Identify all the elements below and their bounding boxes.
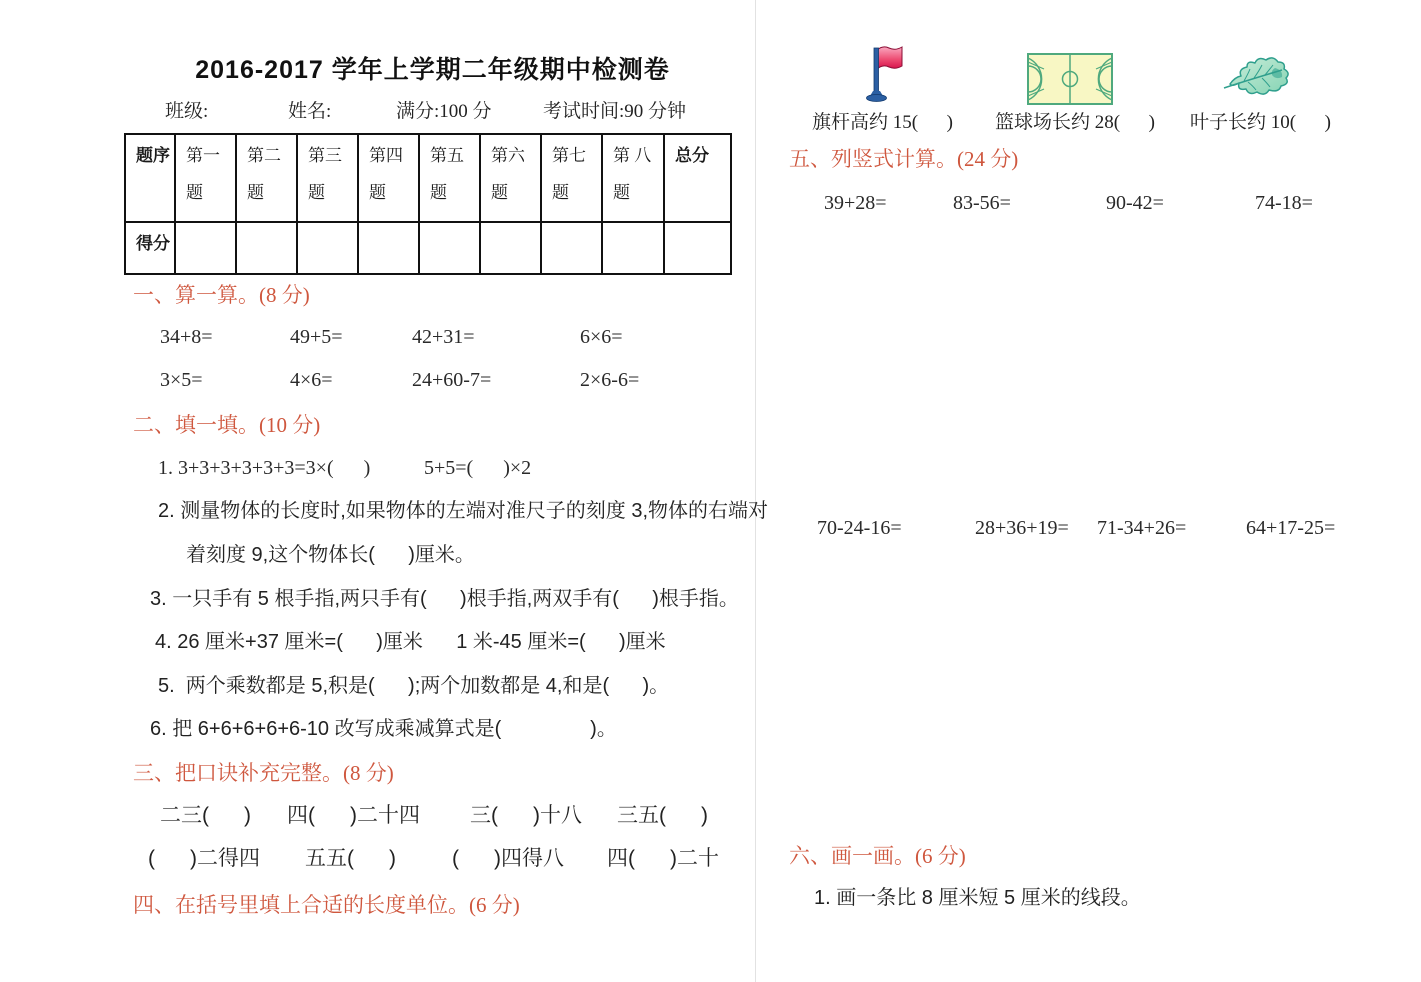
page-title: 2016-2017 学年上学期二年级期中检测卷 [195, 56, 670, 84]
fill-item: 5+5=( )×2 [424, 457, 532, 479]
recitation-item: 四( )二十四 [287, 804, 420, 827]
score-cell [541, 222, 602, 274]
table-col-header: 第三 题 [297, 134, 358, 222]
fill-item: 5. 两个乘数都是 5,积是( );两个加数都是 4,和是( )。 [158, 675, 670, 697]
section-3-heading: 三、把口诀补充完整。(8 分) [133, 761, 394, 785]
fill-item: 6. 把 6+6+6+6+6-10 改写成乘减算式是( )。 [150, 718, 617, 740]
equation: 3×5= [160, 369, 203, 391]
recitation-item: 五五( ) [305, 847, 396, 870]
equation: 70-24-16= [817, 517, 902, 539]
equation: 28+36+19= [975, 517, 1069, 539]
equation: 90-42= [1106, 192, 1164, 214]
score-cell [175, 222, 236, 274]
recitation-item: 三五( ) [617, 804, 708, 827]
equation: 71-34+26= [1097, 517, 1187, 539]
equation: 64+17-25= [1246, 517, 1336, 539]
table-col-header: 第七 题 [541, 134, 602, 222]
table-col-header: 第四 题 [358, 134, 419, 222]
name-label: 姓名: [288, 101, 332, 122]
section-4-heading: 四、在括号里填上合适的长度单位。(6 分) [133, 893, 520, 917]
table-col-header: 第六 题 [480, 134, 541, 222]
equation: 42+31= [412, 326, 475, 348]
score-cell [664, 222, 731, 274]
draw-item: 1. 画一条比 8 厘米短 5 厘米的线段。 [814, 887, 1141, 909]
fill-item: 1. 3+3+3+3+3+3=3×( ) [158, 457, 371, 479]
fill-item: 3. 一只手有 5 根手指,两只手有( )根手指,两双手有( )根手指。 [150, 588, 739, 610]
score-cell [419, 222, 480, 274]
table-total-header: 总分 [664, 134, 731, 222]
fill-item: 着刻度 9,这个物体长( )厘米。 [186, 544, 475, 566]
score-cell [602, 222, 664, 274]
fill-item: 4. 26 厘米+37 厘米=( )厘米 1 米-45 厘米=( )厘米 [155, 631, 666, 653]
table-corner-cell: 题序 [125, 134, 175, 222]
court-caption: 篮球场长约 28( ) [995, 112, 1155, 133]
section-5-heading: 五、列竖式计算。(24 分) [789, 147, 1019, 171]
score-cell [236, 222, 297, 274]
section-6-heading: 六、画一画。(6 分) [789, 844, 966, 868]
full-score-label: 满分:100 分 [396, 101, 492, 122]
equation: 49+5= [290, 326, 343, 348]
flag-icon [856, 44, 906, 108]
fill-item: 2. 测量物体的长度时,如果物体的左端对准尺子的刻度 3,物体的右端对 [158, 500, 769, 522]
leaf-icon [1220, 50, 1292, 102]
equation: 24+60-7= [412, 369, 492, 391]
equation: 39+28= [824, 192, 887, 214]
equation: 4×6= [290, 369, 333, 391]
section-2-heading: 二、填一填。(10 分) [133, 413, 321, 437]
basketball-court-icon [1027, 53, 1113, 105]
equation: 83-56= [953, 192, 1011, 214]
recitation-item: 四( )二十 [607, 847, 719, 870]
table-col-header: 第一 题 [175, 134, 236, 222]
class-label: 班级: [165, 101, 209, 122]
table-col-header: 第 八 题 [602, 134, 664, 222]
exam-time-label: 考试时间:90 分钟 [543, 101, 687, 122]
recitation-item: ( )四得八 [452, 847, 564, 870]
flag-caption: 旗杆高约 15( ) [812, 112, 953, 133]
recitation-item: 二三( ) [160, 804, 251, 827]
equation: 74-18= [1255, 192, 1313, 214]
recitation-item: ( )二得四 [148, 847, 260, 870]
equation: 2×6-6= [580, 369, 640, 391]
equation: 6×6= [580, 326, 623, 348]
score-row-label: 得分 [125, 222, 175, 274]
equation: 34+8= [160, 326, 213, 348]
leaf-caption: 叶子长约 10( ) [1190, 112, 1331, 133]
score-cell [358, 222, 419, 274]
table-col-header: 第二 题 [236, 134, 297, 222]
recitation-item: 三( )十八 [470, 804, 582, 827]
score-cell [297, 222, 358, 274]
column-divider [755, 0, 756, 982]
score-cell [480, 222, 541, 274]
score-table [124, 133, 732, 275]
table-col-header: 第五 题 [419, 134, 480, 222]
section-1-heading: 一、算一算。(8 分) [133, 283, 310, 307]
